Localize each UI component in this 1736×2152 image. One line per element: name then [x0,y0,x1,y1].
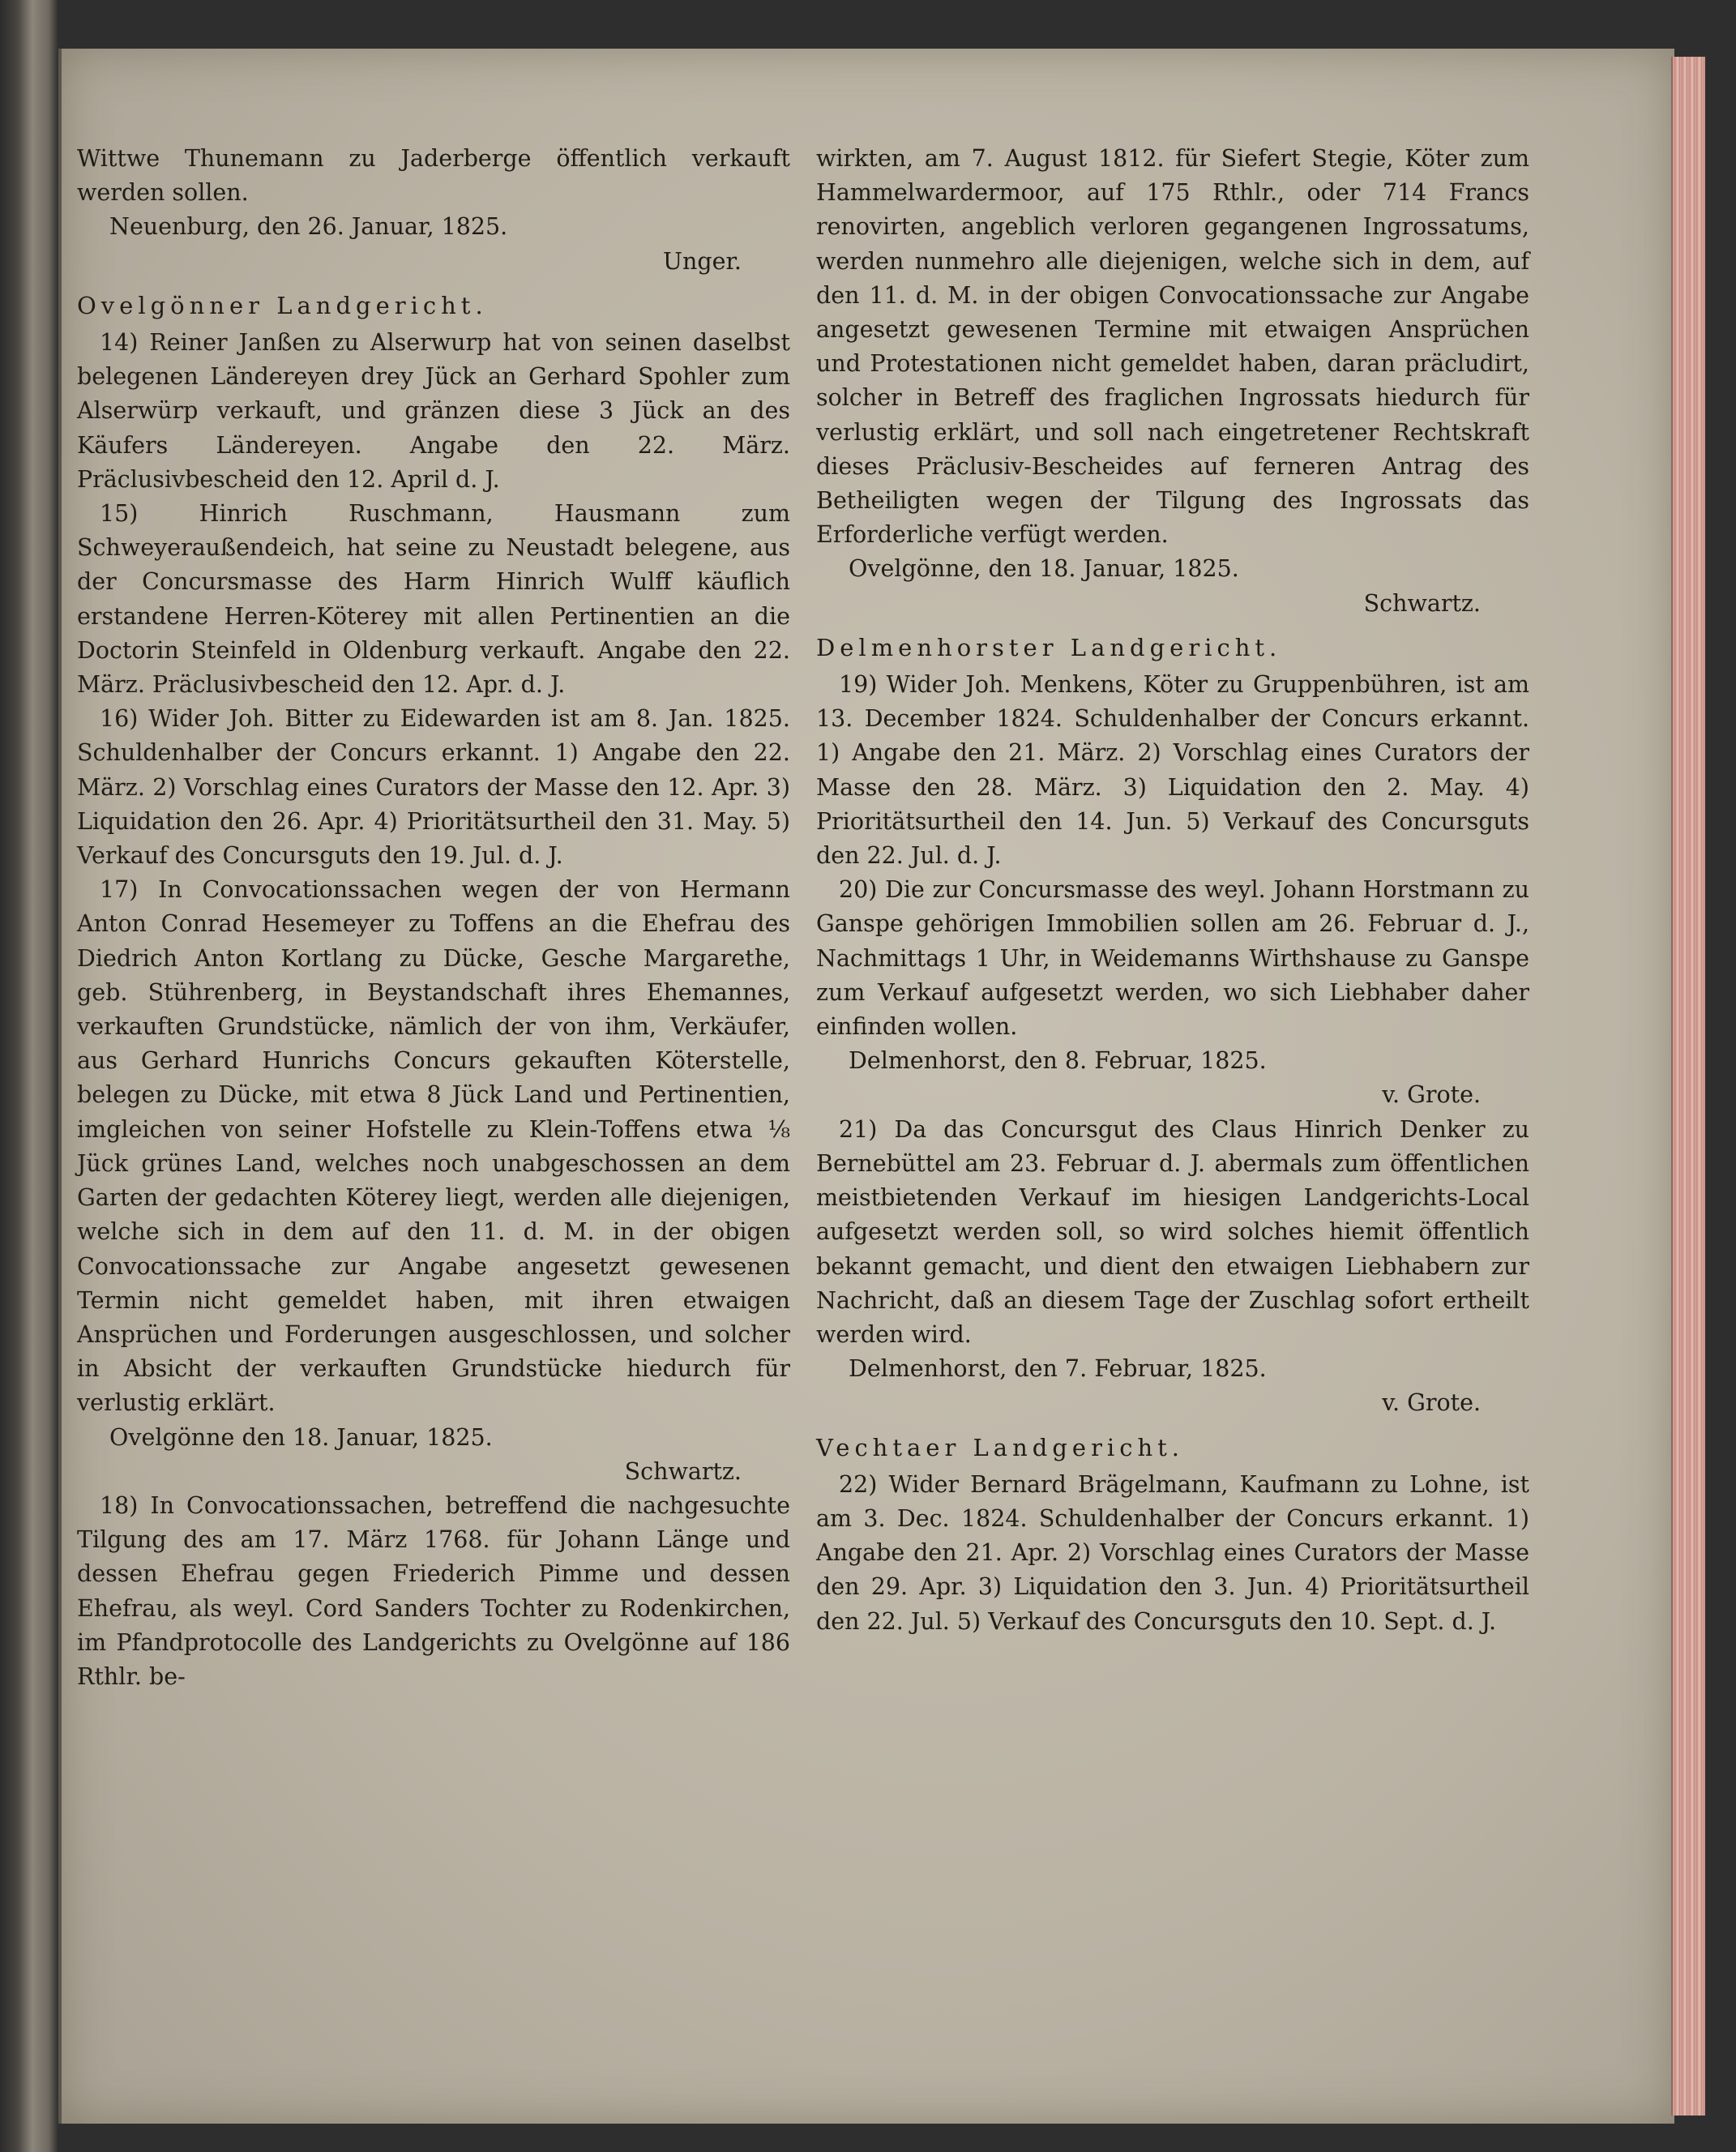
paragraph-21: 21) Da das Concursgut des Claus Hinrich Denker zu Bernebüttel am 23. Februar d. J. abermals zum öffentlichen meistbietenden Verkauf im hiesigen Landgerichts-Local aufgesetzt werden soll, so wird solches hiemit öffentlich bekannt gemacht, und dient den etwaigen Liebhabern zur Nachricht, daß an diesem Tage der Zuschlag sofort ertheilt werden wird. [816,1115,1529,1348]
paragraph-22: 22) Wider Bernard Brägelmann, Kaufmann zu Lohne, ist am 3. Dec. 1824. Schuldenhalber der Concurs erkannt. 1) Angabe den 21. Apr. 2) Vorschlag eines Curators der Masse den 29. Apr. 3) Liquidation den 3. Jun. 4) Prioritätsurtheil den 22. Jul. 5) Verkauf des Concursguts den 10. Sept. d. J. [816,1470,1529,1635]
dateline: Delmenhorst, den 7. Februar, 1825. [849,1355,1267,1383]
right-column [816,142,1529,1639]
paragraph-14: 14) Reiner Janßen zu Alserwurp hat von seinen daselbst belegenen Ländereyen drey Jück an Gerhard Spohler zum Alserwürp verkauft, und gränzen diese 3 Jück an des Käufers Ländereyen. Angabe den 22. März. Präclusivbescheid den 12. April d. J. [77,329,790,493]
section-heading: Vechtaer Landgericht. [816,1433,1184,1461]
signature: Schwartz. [1363,589,1481,617]
signature: Schwartz. [624,1457,742,1485]
dateline: Delmenhorst, den 8. Februar, 1825. [849,1047,1267,1075]
paragraph-17: 17) In Convocationssachen wegen der von Hermann Anton Conrad Hesemeyer zu Toffens an die Ehefrau des Diedrich Anton Kortlang zu Dücke, Gesche Margarethe, geb. Stührenberg, in Beystandschaft ihres Ehemannes, verkauften Grundstücke, nämlich der von ihm, Verkäufer, aus Gerhard Hunrichs Concurs gekauften Köterstelle, belegen zu Dücke, mit etwa 8 Jück Land und Pertinentien, imgleichen von seiner Hofstelle zu Klein-Toffens etwa ⅛ Jück grünes Land, welches noch unabgeschossen an dem Garten der gedachten Köterey liegt, werden alle diejenigen, welche sich in dem auf den 11. d. M. in der obigen Convocationssache zur Angabe angesetzt gewesenen Termin nicht gemeldet haben, mit ihren etwaigen Ansprüchen und Forderungen ausgeschlossen, und solcher in Absicht der verkauften Grundstücke hiedurch für verlustig erklärt. [77,876,790,1417]
paragraph-18-continuation: wirkten, am 7. August 1812. für Siefert Stegie, Köter zum Hammelwardermoor, auf 175 Rthlr., oder 714 Francs renovirten, angeblich verloren gegangenen Ingrossatums, werden nunmehro alle diejenigen, welche sich in dem, auf den 11. d. M. in der obigen Convocationssache zur Angabe angesetzt gewesenen Termine mit etwaigen Ansprüchen und Protestationen nicht gemeldet haben, daran präcludirt, solcher in Betreff des fraglichen Ingrossats hiedurch für verlustig erklärt, und soll nach eingetretener Rechtskraft dieses Präclusiv-Bescheides auf ferneren Antrag des Betheiligten wegen der Tilgung des Ingrossats das Erforderliche verfügt werden. [816,145,1529,549]
paragraph-16: 16) Wider Joh. Bitter zu Eidewarden ist am 8. Jan. 1825. Schuldenhalber der Concurs erkannt. 1) Angabe den 22. März. 2) Vorschlag eines Curators der Masse den 12. Apr. 3) Liquidation den 26. Apr. 4) Prioritätsurtheil den 31. May. 5) Verkauf des Concursguts den 19. Jul. d. J. [77,705,790,870]
paragraph-18: 18) In Convocationssachen, betreffend die nachgesuchte Tilgung des am 17. März 1768. für Johann Länge und dessen Ehefrau gegen Friederich Pimme und dessen Ehefrau, als weyl. Cord Sanders Tochter zu Rodenkirchen, im Pfandprotocolle des Landgerichts zu Ovelgönne auf 186 Rthlr. be- [77,1491,790,1690]
signature: Unger. [662,247,742,275]
dateline: Ovelgönne den 18. Januar, 1825. [109,1423,493,1451]
signature: v. Grote. [1382,1081,1481,1109]
paragraph-continuation: Wittwe Thunemann zu Jaderberge öffentlich verkauft werden sollen. [77,145,790,207]
paragraph-15: 15) Hinrich Ruschmann, Hausmann zum Schweyeraußendeich, hat seine zu Neustadt belegene, aus der Concursmasse des Harm Hinrich Wulff käuflich erstandene Herren-Köterey mit allen Pertinentien an die Doctorin Steinfeld in Oldenburg verkauft. Angabe den 22. März. Präclusivbescheid den 12. Apr. d. J. [77,500,790,699]
section-heading: Ovelgönner Landgericht. [77,291,488,319]
paragraph-19: 19) Wider Joh. Menkens, Köter zu Gruppenbühren, ist am 13. December 1824. Schuldenhalber der Concurs erkannt. 1) Angabe den 21. März. 2) Vorschlag eines Curators der Masse den 28. März. 3) Liquidation den 2. May. 4) Prioritätsurtheil den 14. Jun. 5) Verkauf des Concursguts den 22. Jul. d. J. [816,671,1529,870]
left-column [77,142,790,1694]
dateline: Neuenburg, den 26. Januar, 1825. [109,213,508,241]
paragraph-20: 20) Die zur Concursmasse des weyl. Johann Horstmann zu Ganspe gehörigen Immobilien sollen am 26. Februar d. J., Nachmittags 1 Uhr, in Weidemanns Wirthshause zu Ganspe zum Verkauf aufgesetzt werden, wo sich Liebhaber daher einfinden wollen. [816,876,1529,1041]
page-edges [1671,57,1705,2116]
dateline: Ovelgönne, den 18. Januar, 1825. [849,555,1239,583]
section-heading: Delmenhorster Landgericht. [816,633,1282,661]
signature: v. Grote. [1382,1389,1481,1417]
